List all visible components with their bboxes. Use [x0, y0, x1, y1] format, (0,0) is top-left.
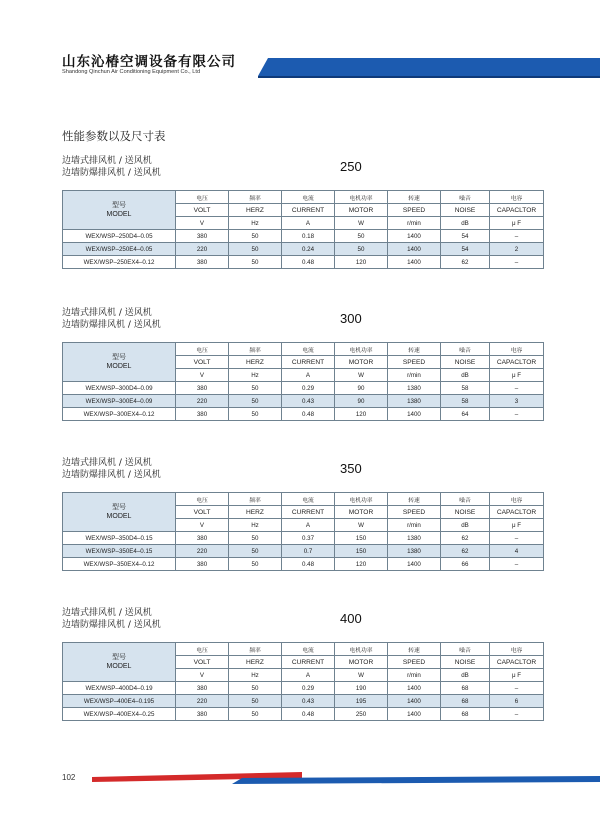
- spec-block-300: [62, 307, 542, 418]
- value-cell: 380: [176, 708, 229, 721]
- column-header-cn: 转速: [388, 493, 441, 506]
- column-header-cn: 频率: [229, 493, 282, 506]
- size-label: 400: [340, 611, 362, 626]
- model-cell: WEX/WSP–400EX4–0.25: [63, 708, 176, 721]
- footer-stripe: [92, 772, 600, 784]
- value-cell: 195: [335, 695, 388, 708]
- column-header-en: VOLT: [176, 204, 229, 217]
- column-header-en: NOISE: [441, 506, 490, 519]
- value-cell: 220: [176, 545, 229, 558]
- spec-block-350: [62, 457, 542, 568]
- column-unit: μ F: [490, 369, 544, 382]
- column-unit: A: [282, 519, 335, 532]
- column-header-en: MOTOR: [335, 506, 388, 519]
- value-cell: 62: [441, 545, 490, 558]
- table-row: [63, 558, 544, 571]
- value-cell: 68: [441, 695, 490, 708]
- value-cell: 0.29: [282, 382, 335, 395]
- value-cell: –: [490, 230, 544, 243]
- value-cell: 50: [229, 695, 282, 708]
- value-cell: 58: [441, 382, 490, 395]
- value-cell: 0.37: [282, 532, 335, 545]
- column-header-cn: 电压: [176, 493, 229, 506]
- value-cell: 50: [335, 230, 388, 243]
- column-unit: W: [335, 217, 388, 230]
- value-cell: 68: [441, 682, 490, 695]
- column-unit: Hz: [229, 369, 282, 382]
- value-cell: 1380: [388, 382, 441, 395]
- column-unit: dB: [441, 217, 490, 230]
- header-stripe: [258, 58, 600, 78]
- column-header-cn: 转速: [388, 643, 441, 656]
- model-header-cn: 型号: [112, 504, 126, 511]
- value-cell: 54: [441, 230, 490, 243]
- column-header-en: CURRENT: [282, 656, 335, 669]
- value-cell: 6: [490, 695, 544, 708]
- value-cell: 1400: [388, 695, 441, 708]
- model-header: [63, 493, 176, 532]
- size-label: 250: [340, 159, 362, 174]
- spec-table: [62, 642, 544, 721]
- column-unit: A: [282, 369, 335, 382]
- value-cell: 220: [176, 395, 229, 408]
- column-header-en: NOISE: [441, 656, 490, 669]
- value-cell: 1400: [388, 682, 441, 695]
- column-unit: μ F: [490, 519, 544, 532]
- table-row: [63, 256, 544, 269]
- column-header-en: CURRENT: [282, 506, 335, 519]
- column-unit: r/min: [388, 369, 441, 382]
- column-unit: Hz: [229, 217, 282, 230]
- value-cell: –: [490, 256, 544, 269]
- column-unit: dB: [441, 669, 490, 682]
- column-header-en: HERZ: [229, 204, 282, 217]
- model-cell: WEX/WSP–350D4–0.15: [63, 532, 176, 545]
- value-cell: –: [490, 682, 544, 695]
- model-header: [63, 643, 176, 682]
- value-cell: 4: [490, 545, 544, 558]
- size-label: 300: [340, 311, 362, 326]
- column-header-cn: 电容: [490, 643, 544, 656]
- value-cell: 1380: [388, 545, 441, 558]
- value-cell: 50: [229, 408, 282, 421]
- value-cell: 1400: [388, 256, 441, 269]
- column-header-cn: 频率: [229, 643, 282, 656]
- value-cell: 380: [176, 558, 229, 571]
- column-header-cn: 电流: [282, 493, 335, 506]
- table-row: [63, 408, 544, 421]
- model-header: [63, 191, 176, 230]
- value-cell: –: [490, 382, 544, 395]
- value-cell: 64: [441, 408, 490, 421]
- column-unit: Hz: [229, 669, 282, 682]
- column-unit: μ F: [490, 217, 544, 230]
- column-header-cn: 频率: [229, 191, 282, 204]
- column-header-en: VOLT: [176, 506, 229, 519]
- column-header-cn: 电流: [282, 191, 335, 204]
- fan-type-line-1: 边墙式排风机 / 送风机: [62, 608, 152, 618]
- spec-block-250: [62, 155, 542, 266]
- spec-table: [62, 342, 544, 421]
- column-header-cn: 转速: [388, 343, 441, 356]
- column-header-en: SPEED: [388, 204, 441, 217]
- value-cell: 0.43: [282, 695, 335, 708]
- page-number: 102: [62, 773, 76, 782]
- column-unit: V: [176, 369, 229, 382]
- model-cell: WEX/WSP–350E4–0.15: [63, 545, 176, 558]
- column-header-en: CAPACLTOR: [490, 506, 544, 519]
- value-cell: 50: [229, 545, 282, 558]
- column-unit: V: [176, 519, 229, 532]
- value-cell: 220: [176, 243, 229, 256]
- model-cell: WEX/WSP–350EX4–0.12: [63, 558, 176, 571]
- value-cell: 0.48: [282, 256, 335, 269]
- column-header-cn: 噪音: [441, 191, 490, 204]
- model-header-en: MODEL: [106, 211, 132, 218]
- value-cell: 120: [335, 408, 388, 421]
- value-cell: 380: [176, 682, 229, 695]
- column-header-cn: 电压: [176, 343, 229, 356]
- model-cell: WEX/WSP–300E4–0.09: [63, 395, 176, 408]
- table-row: [63, 682, 544, 695]
- model-cell: WEX/WSP–250EX4–0.12: [63, 256, 176, 269]
- value-cell: 250: [335, 708, 388, 721]
- model-header-en: MODEL: [106, 663, 132, 670]
- column-unit: W: [335, 519, 388, 532]
- column-header-cn: 噪音: [441, 643, 490, 656]
- table-row: [63, 545, 544, 558]
- value-cell: 0.18: [282, 230, 335, 243]
- value-cell: 2: [490, 243, 544, 256]
- value-cell: 0.48: [282, 708, 335, 721]
- column-header-en: VOLT: [176, 356, 229, 369]
- value-cell: 0.24: [282, 243, 335, 256]
- column-header-en: CURRENT: [282, 204, 335, 217]
- value-cell: 90: [335, 395, 388, 408]
- column-unit: W: [335, 669, 388, 682]
- column-header-en: HERZ: [229, 656, 282, 669]
- value-cell: 54: [441, 243, 490, 256]
- value-cell: 1400: [388, 708, 441, 721]
- column-unit: V: [176, 217, 229, 230]
- value-cell: 380: [176, 230, 229, 243]
- column-header-cn: 电压: [176, 643, 229, 656]
- value-cell: 120: [335, 558, 388, 571]
- column-header-cn: 噪音: [441, 493, 490, 506]
- column-header-en: SPEED: [388, 506, 441, 519]
- column-unit: W: [335, 369, 388, 382]
- table-row: [63, 695, 544, 708]
- column-header-cn: 频率: [229, 343, 282, 356]
- spec-table: [62, 492, 544, 571]
- company-name-cn: 山东沁椿空调设备有限公司: [62, 54, 236, 70]
- column-header-cn: 电流: [282, 643, 335, 656]
- column-unit: r/min: [388, 519, 441, 532]
- column-header-cn: 转速: [388, 191, 441, 204]
- value-cell: 1400: [388, 408, 441, 421]
- value-cell: 1400: [388, 230, 441, 243]
- column-unit: dB: [441, 369, 490, 382]
- value-cell: 50: [229, 382, 282, 395]
- value-cell: 90: [335, 382, 388, 395]
- value-cell: 120: [335, 256, 388, 269]
- value-cell: 62: [441, 256, 490, 269]
- column-header-en: HERZ: [229, 356, 282, 369]
- value-cell: 0.48: [282, 408, 335, 421]
- model-cell: WEX/WSP–250D4–0.05: [63, 230, 176, 243]
- value-cell: 0.43: [282, 395, 335, 408]
- value-cell: 50: [229, 230, 282, 243]
- value-cell: 380: [176, 256, 229, 269]
- model-header-cn: 型号: [112, 654, 126, 661]
- column-header-en: MOTOR: [335, 356, 388, 369]
- column-header-en: SPEED: [388, 356, 441, 369]
- value-cell: 0.7: [282, 545, 335, 558]
- column-unit: r/min: [388, 217, 441, 230]
- value-cell: 62: [441, 532, 490, 545]
- column-header-en: MOTOR: [335, 656, 388, 669]
- spec-table: [62, 190, 544, 269]
- column-header-cn: 电机功率: [335, 643, 388, 656]
- value-cell: 150: [335, 532, 388, 545]
- value-cell: 380: [176, 532, 229, 545]
- column-unit: dB: [441, 519, 490, 532]
- value-cell: 66: [441, 558, 490, 571]
- column-header-en: VOLT: [176, 656, 229, 669]
- column-header-en: CURRENT: [282, 356, 335, 369]
- value-cell: 58: [441, 395, 490, 408]
- model-header: [63, 343, 176, 382]
- value-cell: 190: [335, 682, 388, 695]
- value-cell: 380: [176, 382, 229, 395]
- fan-type-line-2: 边墙防爆排风机 / 送风机: [62, 470, 161, 480]
- value-cell: 50: [229, 682, 282, 695]
- value-cell: –: [490, 532, 544, 545]
- value-cell: –: [490, 558, 544, 571]
- fan-type-line-1: 边墙式排风机 / 送风机: [62, 308, 152, 318]
- column-unit: A: [282, 217, 335, 230]
- value-cell: 1400: [388, 243, 441, 256]
- table-row: [63, 532, 544, 545]
- column-unit: r/min: [388, 669, 441, 682]
- model-header-en: MODEL: [106, 363, 132, 370]
- table-row: [63, 395, 544, 408]
- value-cell: 1380: [388, 532, 441, 545]
- table-row: [63, 708, 544, 721]
- spec-block-400: [62, 607, 542, 718]
- model-cell: WEX/WSP–400E4–0.195: [63, 695, 176, 708]
- column-header-cn: 电压: [176, 191, 229, 204]
- model-cell: WEX/WSP–250E4–0.05: [63, 243, 176, 256]
- column-header-cn: 电机功率: [335, 493, 388, 506]
- model-cell: WEX/WSP–300D4–0.09: [63, 382, 176, 395]
- column-unit: Hz: [229, 519, 282, 532]
- value-cell: 50: [229, 243, 282, 256]
- model-header-cn: 型号: [112, 202, 126, 209]
- table-row: [63, 382, 544, 395]
- column-header-en: MOTOR: [335, 204, 388, 217]
- value-cell: 0.29: [282, 682, 335, 695]
- value-cell: 50: [229, 558, 282, 571]
- value-cell: 1380: [388, 395, 441, 408]
- value-cell: 50: [229, 532, 282, 545]
- column-unit: A: [282, 669, 335, 682]
- value-cell: 50: [335, 243, 388, 256]
- fan-type-line-1: 边墙式排风机 / 送风机: [62, 156, 152, 166]
- model-cell: WEX/WSP–300EX4–0.12: [63, 408, 176, 421]
- value-cell: 220: [176, 695, 229, 708]
- model-cell: WEX/WSP–400D4–0.19: [63, 682, 176, 695]
- fan-type-line-1: 边墙式排风机 / 送风机: [62, 458, 152, 468]
- column-header-en: SPEED: [388, 656, 441, 669]
- column-header-cn: 电容: [490, 343, 544, 356]
- value-cell: 50: [229, 256, 282, 269]
- column-header-cn: 电容: [490, 493, 544, 506]
- column-header-en: CAPACLTOR: [490, 656, 544, 669]
- column-header-en: NOISE: [441, 356, 490, 369]
- company-name-en: Shandong Qinchun Air Conditioning Equipment Co., Ltd: [62, 69, 201, 75]
- column-header-cn: 电机功率: [335, 191, 388, 204]
- value-cell: 50: [229, 708, 282, 721]
- column-header-en: CAPACLTOR: [490, 356, 544, 369]
- column-header-en: CAPACLTOR: [490, 204, 544, 217]
- fan-type-line-2: 边墙防爆排风机 / 送风机: [62, 620, 161, 630]
- value-cell: 3: [490, 395, 544, 408]
- size-label: 350: [340, 461, 362, 476]
- column-header-cn: 电流: [282, 343, 335, 356]
- table-row: [63, 243, 544, 256]
- fan-type-line-2: 边墙防爆排风机 / 送风机: [62, 320, 161, 330]
- column-header-cn: 电机功率: [335, 343, 388, 356]
- model-header-cn: 型号: [112, 354, 126, 361]
- value-cell: –: [490, 408, 544, 421]
- value-cell: 380: [176, 408, 229, 421]
- column-unit: V: [176, 669, 229, 682]
- value-cell: 68: [441, 708, 490, 721]
- model-header-en: MODEL: [106, 513, 132, 520]
- table-row: [63, 230, 544, 243]
- section-title: 性能参数以及尺寸表: [62, 129, 166, 143]
- value-cell: 0.48: [282, 558, 335, 571]
- column-header-cn: 噪音: [441, 343, 490, 356]
- column-header-en: NOISE: [441, 204, 490, 217]
- column-header-cn: 电容: [490, 191, 544, 204]
- value-cell: 1400: [388, 558, 441, 571]
- column-header-en: HERZ: [229, 506, 282, 519]
- column-unit: μ F: [490, 669, 544, 682]
- value-cell: –: [490, 708, 544, 721]
- value-cell: 150: [335, 545, 388, 558]
- value-cell: 50: [229, 395, 282, 408]
- fan-type-line-2: 边墙防爆排风机 / 送风机: [62, 168, 161, 178]
